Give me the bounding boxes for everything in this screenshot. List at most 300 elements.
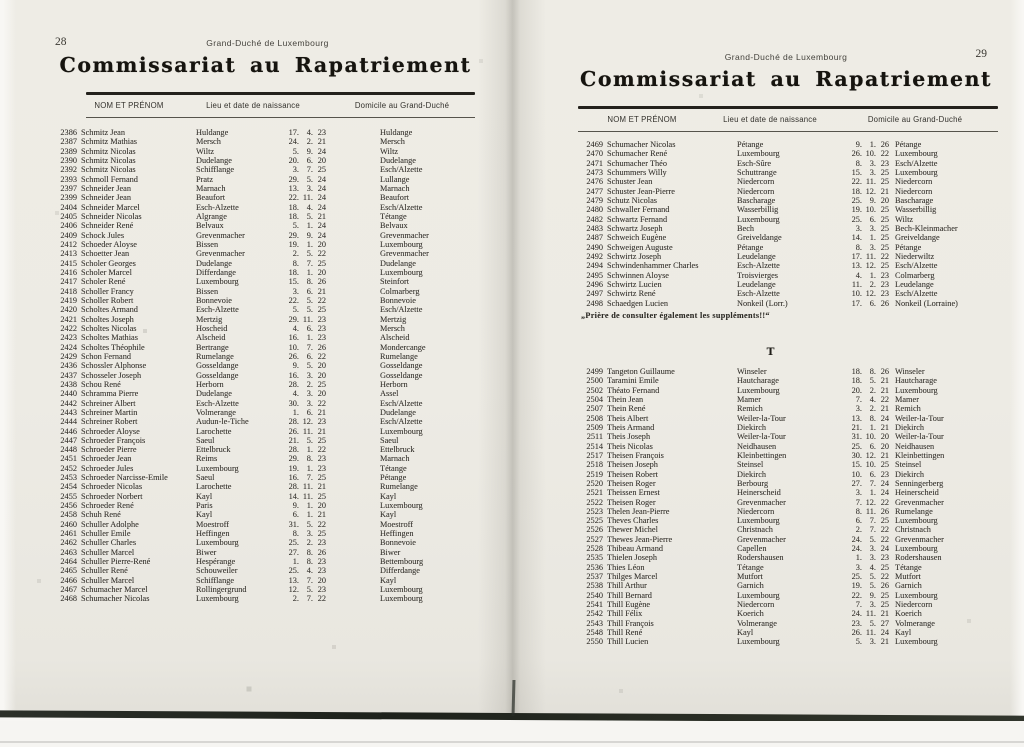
register-row xyxy=(581,395,960,404)
register-row xyxy=(581,196,960,205)
column-header-birth: Lieu et date de naissance xyxy=(206,101,300,110)
entry-name: Schroeder Norbert xyxy=(81,491,143,501)
entry-number: 2500 xyxy=(586,376,603,386)
entry-domicile: Kayl xyxy=(895,628,912,638)
entry-birthplace: Ettelbruck xyxy=(196,445,231,455)
entry-name: Schuller René xyxy=(81,566,128,576)
register-row xyxy=(581,498,960,507)
entry-domicile: Wiltz xyxy=(380,146,399,156)
register-row xyxy=(55,184,505,193)
entry-birthplace: Winseler xyxy=(737,366,767,376)
entry-number: 2509 xyxy=(586,422,603,432)
entry-domicile: Pétange xyxy=(895,242,922,252)
entry-birthdate: 28. 2. 25 xyxy=(288,379,326,389)
entry-domicile: Ettelbruck xyxy=(380,445,415,455)
entry-domicile: Mersch xyxy=(380,137,405,147)
entry-birthdate: 26. 11. 21 xyxy=(288,426,326,436)
entry-domicile: Esch/Alzette xyxy=(895,289,938,299)
entry-name: Schutz Nicolas xyxy=(607,195,658,205)
entry-domicile: Niedercorn xyxy=(895,600,933,610)
entry-birthplace: Wasserbillig xyxy=(737,205,779,215)
entry-name: Thewer Michel xyxy=(607,525,658,535)
entry-birthplace: Esch-Sûre xyxy=(737,158,772,168)
entry-birthdate: 25. 9. 20 xyxy=(851,195,889,205)
entry-domicile: Luxembourg xyxy=(895,149,938,159)
entry-domicile: Biwer xyxy=(380,547,401,557)
entry-domicile: Esch/Alzette xyxy=(895,261,938,271)
entry-birthplace: Berbourg xyxy=(737,478,769,488)
entry-domicile: Luxembourg xyxy=(895,385,938,395)
entry-number: 2477 xyxy=(586,186,603,196)
entry-name: Schuller Charles xyxy=(81,538,137,548)
entry-domicile: Weiler-la-Tour xyxy=(895,432,944,442)
header-rule-thick xyxy=(578,106,998,109)
entry-birthplace: Garnich xyxy=(737,581,764,591)
register-row xyxy=(581,404,960,413)
register-row xyxy=(581,609,960,618)
entry-domicile: Kayl xyxy=(380,575,397,585)
register-row xyxy=(55,576,505,585)
entry-name: Schreiner Albert xyxy=(81,398,136,408)
entry-number: 2458 xyxy=(60,510,77,520)
entry-number: 2417 xyxy=(60,277,77,287)
entry-birthplace: Luxembourg xyxy=(737,385,780,395)
entry-domicile: Diekirch xyxy=(895,422,925,432)
header-rule-thin xyxy=(86,117,475,118)
entry-number: 2455 xyxy=(60,491,77,501)
register-row xyxy=(55,277,505,286)
entry-birthplace: Weiler-la-Tour xyxy=(737,413,786,423)
entry-birthplace: Larochette xyxy=(196,482,232,492)
register-table xyxy=(512,140,1008,647)
entry-domicile: Colmarberg xyxy=(380,286,420,296)
entry-birthdate: 5. 5. 25 xyxy=(292,305,326,315)
entry-birthdate: 29. 5. 24 xyxy=(288,174,326,184)
entry-name: Schumacher Théo xyxy=(607,158,667,168)
entry-name: Schuster Jean-Pierre xyxy=(607,186,675,196)
entry-birthplace: Greiveldange xyxy=(737,233,782,243)
entry-number: 2453 xyxy=(60,473,77,483)
entry-number: 2404 xyxy=(60,202,77,212)
entry-name: Schuster Jean xyxy=(607,177,653,187)
column-header-name: NOM ET PRÉNOM xyxy=(94,101,164,110)
entry-number: 2387 xyxy=(60,137,77,147)
entry-name: Scholer René xyxy=(81,277,126,287)
entry-number: 2463 xyxy=(60,547,77,557)
entry-birthplace: Bascharage xyxy=(737,195,776,205)
entry-number: 2443 xyxy=(60,407,77,417)
entry-name: Scholtes Joseph xyxy=(81,314,134,324)
entry-number: 2518 xyxy=(586,460,603,470)
entry-domicile: Dudelange xyxy=(380,258,416,268)
entry-number: 2523 xyxy=(586,506,603,516)
entry-number: 2548 xyxy=(586,628,603,638)
entry-number: 2480 xyxy=(586,205,603,215)
entry-birthdate: 10. 12. 23 xyxy=(851,289,889,299)
entry-name: Thill René xyxy=(607,628,643,638)
entry-domicile: Luxembourg xyxy=(895,590,938,600)
entry-birthdate: 26. 6. 22 xyxy=(288,351,326,361)
entry-birthdate: 3. 7. 25 xyxy=(292,165,326,175)
entry-birthplace: Niedercorn xyxy=(737,506,775,516)
entry-birthdate: 25. 2. 23 xyxy=(288,538,326,548)
entry-birthdate: 25. 6. 20 xyxy=(851,441,889,451)
register-row xyxy=(55,408,505,417)
register-row xyxy=(55,427,505,436)
entry-name: Thill Bernard xyxy=(607,590,652,600)
entry-birthdate: 28. 12. 23 xyxy=(288,417,326,427)
entry-birthplace: Schifflange xyxy=(196,165,235,175)
entry-name: Schweich Eugène xyxy=(607,233,667,243)
column-header-domicile: Domicile au Grand-Duché xyxy=(354,101,450,110)
entry-birthplace: Mutfort xyxy=(737,572,763,582)
entry-number: 2527 xyxy=(586,534,603,544)
entry-domicile: Kayl xyxy=(380,510,397,520)
entry-name: Schneider Jean xyxy=(81,193,131,203)
register-row xyxy=(581,451,960,460)
entry-number: 2392 xyxy=(60,165,77,175)
register-row xyxy=(55,343,505,352)
entry-number: 2497 xyxy=(586,289,603,299)
entry-number: 2470 xyxy=(586,149,603,159)
entry-name: Theisen François xyxy=(607,450,664,460)
entry-number: 2537 xyxy=(586,572,603,582)
entry-birthdate: 1. 8. 23 xyxy=(292,557,326,567)
entry-name: Schneider Marcel xyxy=(81,202,140,212)
entry-number: 2424 xyxy=(60,342,77,352)
page-29 xyxy=(512,0,1008,716)
entry-birthplace: Heffingen xyxy=(196,529,230,539)
entry-name: Theis Joseph xyxy=(607,432,651,442)
page-title: Commissariat au Rapatriement xyxy=(580,67,992,91)
entry-domicile: Dudelange xyxy=(380,407,416,417)
entry-birthdate: 21. 1. 21 xyxy=(851,422,889,432)
entry-birthplace: Hoscheid xyxy=(196,323,228,333)
entry-number: 2507 xyxy=(586,404,603,414)
entry-name: Thelen Jean-Pierre xyxy=(607,506,670,516)
entry-birthplace: Leudelange xyxy=(737,251,776,261)
entry-birthplace: Saeul xyxy=(196,435,215,445)
entry-birthplace: Rodershausen xyxy=(737,553,784,563)
entry-number: 2469 xyxy=(586,140,603,149)
entry-birthdate: 1. 3. 23 xyxy=(855,553,889,563)
register-row xyxy=(55,128,505,137)
entry-birthdate: 19. 10. 25 xyxy=(851,205,889,215)
entry-number: 2490 xyxy=(586,242,603,252)
entry-birthdate: 10. 6. 23 xyxy=(851,469,889,479)
entry-birthplace: Hespérange xyxy=(196,557,236,567)
register-row xyxy=(581,386,960,395)
register-row xyxy=(581,535,960,544)
entry-number: 2413 xyxy=(60,249,77,259)
entry-domicile: Esch/Alzette xyxy=(380,417,423,427)
entry-name: Schuller Marcel xyxy=(81,575,135,585)
register-row xyxy=(55,137,505,146)
entry-name: Schreiner Martin xyxy=(81,407,138,417)
entry-birthdate: 18. 4. 24 xyxy=(288,202,326,212)
scan-artifact-line xyxy=(0,741,1024,743)
entry-name: Schwirtz René xyxy=(607,289,656,299)
entry-number: 2502 xyxy=(586,385,603,395)
entry-name: Scholtes Armand xyxy=(81,305,138,315)
register-row xyxy=(55,501,505,510)
entry-domicile: Neidhausen xyxy=(895,441,935,451)
entry-domicile: Grevenmacher xyxy=(380,230,429,240)
entry-number: 2540 xyxy=(586,590,603,600)
entry-birthdate: 25. 4. 23 xyxy=(288,566,326,576)
register-row xyxy=(55,482,505,491)
entry-domicile: Rumelange xyxy=(380,482,418,492)
entry-number: 2528 xyxy=(586,544,603,554)
entry-number: 2412 xyxy=(60,239,77,249)
entry-birthdate: 20. 2. 21 xyxy=(851,385,889,395)
entry-domicile: Bech-Kleinmacher xyxy=(895,223,958,233)
entry-domicile: Pétange xyxy=(380,473,407,483)
entry-domicile: Pétange xyxy=(895,140,922,149)
entry-birthdate: 15. 10. 25 xyxy=(851,460,889,470)
entry-birthdate: 18. 5. 21 xyxy=(288,211,326,221)
entry-name: Schuller Adolphe xyxy=(81,519,139,529)
page-number: 29 xyxy=(975,48,987,60)
entry-domicile: Differdange xyxy=(380,566,420,576)
entry-domicile: Herborn xyxy=(380,379,408,389)
entry-number: 2520 xyxy=(586,478,603,488)
entry-number: 2399 xyxy=(60,193,77,203)
entry-number: 2420 xyxy=(60,305,77,315)
entry-domicile: Esch/Alzette xyxy=(380,305,423,315)
entry-domicile: Rodershausen xyxy=(895,553,942,563)
entry-number: 2436 xyxy=(60,361,77,371)
entry-number: 2521 xyxy=(586,488,603,498)
scan-speckles xyxy=(0,0,2,2)
entry-birthplace: Remich xyxy=(737,404,763,414)
entry-domicile: Wiltz xyxy=(895,214,914,224)
entry-birthdate: 9. 1. 20 xyxy=(292,501,326,511)
entry-number: 2442 xyxy=(60,398,77,408)
entry-number: 2464 xyxy=(60,557,77,567)
register-row xyxy=(55,557,505,566)
entry-domicile: Esch/Alzette xyxy=(380,398,423,408)
register-row xyxy=(55,464,505,473)
entry-name: Scholtes Nicolas xyxy=(81,323,137,333)
entry-name: Schock Jules xyxy=(81,230,125,240)
entry-birthdate: 22. 9. 25 xyxy=(851,590,889,600)
entry-birthplace: Luxembourg xyxy=(196,594,239,604)
entry-name: Thill Eugène xyxy=(607,600,651,610)
entry-name: Schmitz Nicolas xyxy=(81,155,136,165)
entry-name: Schummers Willy xyxy=(607,167,667,177)
entry-birthdate: 19. 5. 26 xyxy=(851,581,889,591)
entry-name: Schwinnen Aloyse xyxy=(607,270,669,280)
entry-number: 2465 xyxy=(60,566,77,576)
entry-name: Theisen Robert xyxy=(607,469,658,479)
entry-birthplace: Luxembourg xyxy=(196,463,239,473)
entry-number: 2454 xyxy=(60,482,77,492)
entry-birthplace: Grevenmacher xyxy=(196,230,245,240)
entry-birthdate: 15. 8. 26 xyxy=(288,277,326,287)
entry-domicile: Niedercorn xyxy=(895,177,933,187)
entry-name: Schroeder François xyxy=(81,435,146,445)
entry-domicile: Christnach xyxy=(895,525,931,535)
entry-number: 2519 xyxy=(586,469,603,479)
entry-domicile: Mondercange xyxy=(380,342,426,352)
entry-name: Schoetter Jean xyxy=(81,249,130,259)
register-row xyxy=(581,299,960,308)
entry-birthplace: Schouweiler xyxy=(196,566,238,576)
entry-number: 2452 xyxy=(60,463,77,473)
entry-birthdate: 15. 3. 25 xyxy=(851,167,889,177)
entry-name: Schmitz Mathias xyxy=(81,137,137,147)
entry-name: Thilges Marcel xyxy=(607,572,658,582)
entry-birthplace: Bonnevoie xyxy=(196,295,232,305)
entry-number: 2479 xyxy=(586,195,603,205)
entry-name: Schroeder Pierre xyxy=(81,445,137,455)
entry-domicile: Tétange xyxy=(895,562,922,572)
entry-name: Thielen Joseph xyxy=(607,553,658,563)
register-row xyxy=(55,445,505,454)
entry-birthplace: Grevenmacher xyxy=(737,534,786,544)
entry-birthplace: Dudelange xyxy=(196,258,232,268)
entry-birthdate: 2. 7. 22 xyxy=(292,594,326,604)
entry-birthdate: 22. 11. 25 xyxy=(851,177,889,187)
entry-domicile: Luxembourg xyxy=(380,426,423,436)
entry-name: Schoeder Aloyse xyxy=(81,239,137,249)
entry-domicile: Mamer xyxy=(895,394,919,404)
entry-domicile: Heffingen xyxy=(380,529,414,539)
entry-birthplace: Koerich xyxy=(737,609,764,619)
entry-domicile: Steinsel xyxy=(895,460,922,470)
column-header-domicile: Domicile au Grand-Duché xyxy=(867,115,963,124)
entry-birthdate: 25. 6. 25 xyxy=(851,214,889,224)
register-row xyxy=(581,261,960,270)
entry-birthplace: Luxembourg xyxy=(196,277,239,287)
register-row xyxy=(581,159,960,168)
entry-birthdate: 31. 10. 20 xyxy=(851,432,889,442)
entry-birthplace: Luxembourg xyxy=(737,590,780,600)
entry-birthdate: 8. 3. 25 xyxy=(855,242,889,252)
entry-birthplace: Saeul xyxy=(196,473,215,483)
entry-number: 2536 xyxy=(586,562,603,572)
entry-domicile: Luxembourg xyxy=(380,594,423,604)
entry-number: 2389 xyxy=(60,146,77,156)
entry-name: Theis Nicolas xyxy=(607,441,653,451)
entry-name: Schneider René xyxy=(81,221,134,231)
entry-number: 2471 xyxy=(586,158,603,168)
entry-domicile: Lullange xyxy=(380,174,410,184)
entry-birthplace: Algrange xyxy=(196,211,227,221)
entry-birthdate: 18. 1. 20 xyxy=(288,267,326,277)
register-row xyxy=(55,333,505,342)
entry-name: Theisen Roger xyxy=(607,478,656,488)
register-row xyxy=(581,367,960,376)
entry-number: 2451 xyxy=(60,454,77,464)
entry-number: 2511 xyxy=(586,432,603,442)
entry-birthdate: 23. 5. 27 xyxy=(851,618,889,628)
entry-birthplace: Kayl xyxy=(196,510,213,520)
entry-birthdate: 4. 3. 20 xyxy=(292,389,326,399)
entry-number: 2487 xyxy=(586,233,603,243)
register-row xyxy=(55,520,505,529)
entry-birthplace: Bissen xyxy=(196,286,219,296)
entry-number: 2437 xyxy=(60,370,77,380)
entry-domicile: Tétange xyxy=(380,463,407,473)
register-row xyxy=(55,454,505,463)
register-row xyxy=(55,594,505,603)
entry-name: Schossler Alphonse xyxy=(81,361,147,371)
entry-birthplace: Troisvierges xyxy=(737,270,779,280)
entry-birthplace: Volmerange xyxy=(196,407,236,417)
entry-domicile: Rumelange xyxy=(380,351,418,361)
entry-birthdate: 16. 7. 25 xyxy=(288,473,326,483)
entry-number: 2429 xyxy=(60,351,77,361)
register-row xyxy=(581,572,960,581)
entry-number: 2476 xyxy=(586,177,603,187)
entry-birthdate: 5. 9. 24 xyxy=(292,146,326,156)
entry-domicile: Luxembourg xyxy=(380,239,423,249)
register-row xyxy=(55,268,505,277)
register-row xyxy=(581,271,960,280)
entry-domicile: Winseler xyxy=(895,366,925,376)
entry-number: 2409 xyxy=(60,230,77,240)
entry-number: 2492 xyxy=(586,251,603,261)
entry-domicile: Greiveldange xyxy=(895,233,940,243)
entry-number: 2542 xyxy=(586,609,603,619)
entry-domicile: Luxembourg xyxy=(380,267,423,277)
entry-domicile: Niederwiltz xyxy=(895,251,935,261)
entry-birthdate: 27. 7. 24 xyxy=(851,478,889,488)
entry-name: Schuller Marcel xyxy=(81,547,135,557)
entry-name: Thein Jean xyxy=(607,394,644,404)
entry-birthdate: 6. 7. 25 xyxy=(855,516,889,526)
entry-name: Theves Charles xyxy=(607,516,659,526)
register-row xyxy=(55,548,505,557)
register-row xyxy=(55,371,505,380)
entry-birthdate: 20. 6. 20 xyxy=(288,155,326,165)
entry-birthdate: 26. 11. 24 xyxy=(851,628,889,638)
register-row xyxy=(581,376,960,385)
register-row xyxy=(581,414,960,423)
entry-name: Schwindenhammer Charles xyxy=(607,261,699,271)
register-row xyxy=(55,259,505,268)
entry-domicile: Diekirch xyxy=(895,469,925,479)
register-row xyxy=(55,231,505,240)
page-28 xyxy=(18,0,505,716)
entry-name: Schon Fernand xyxy=(81,351,132,361)
entry-name: Schneider Nicolas xyxy=(81,211,142,221)
entry-name: Thill François xyxy=(607,618,654,628)
register-row xyxy=(55,249,505,258)
entry-domicile: Dudelange xyxy=(380,155,416,165)
register-row xyxy=(581,591,960,600)
entry-birthplace: Christnach xyxy=(737,525,773,535)
entry-birthplace: Paris xyxy=(196,501,213,511)
entry-birthdate: 30. 3. 22 xyxy=(288,398,326,408)
entry-birthplace: Gosseldange xyxy=(196,370,239,380)
entry-name: Schuller Emile xyxy=(81,529,131,539)
entry-number: 2440 xyxy=(60,389,77,399)
entry-number: 2498 xyxy=(586,298,603,308)
register-row xyxy=(581,252,960,261)
entry-birthplace: Heinerscheid xyxy=(737,488,781,498)
register-row xyxy=(581,544,960,553)
entry-number: 2466 xyxy=(60,575,77,585)
register-row xyxy=(55,529,505,538)
entry-birthplace: Esch-Alzette xyxy=(196,202,239,212)
supplements-note: „Prière de consulter également les suppléments!!“ xyxy=(581,310,770,320)
register-row xyxy=(581,525,960,534)
entry-birthplace: Nonkeil (Lorr.) xyxy=(737,298,788,308)
entry-birthdate: 9. 5. 20 xyxy=(292,361,326,371)
